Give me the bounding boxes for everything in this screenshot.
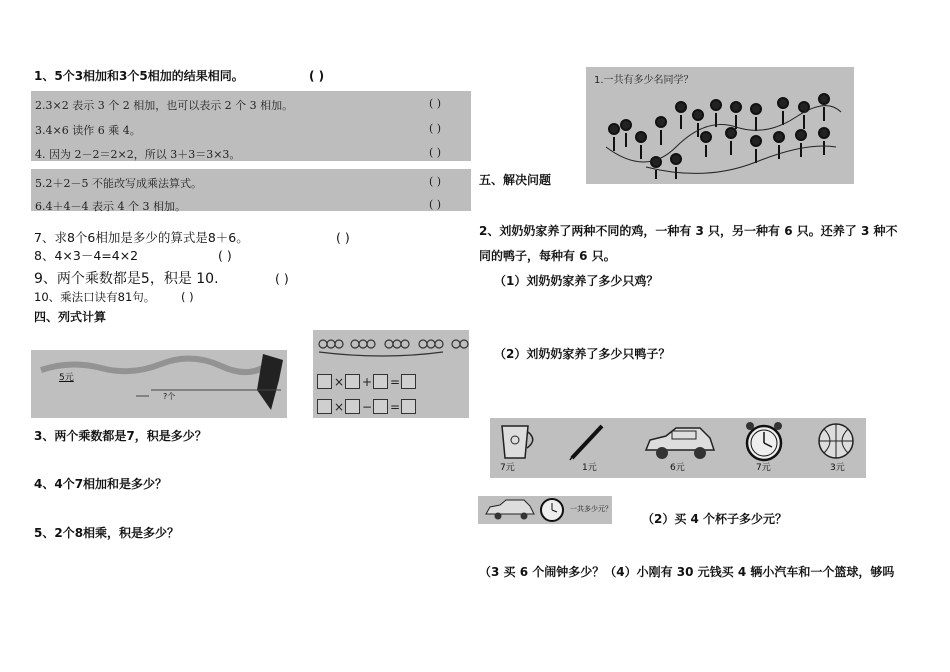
- blank-box-5: [317, 399, 332, 414]
- cakes-icon: [313, 330, 469, 360]
- blank-box-8: [401, 399, 416, 414]
- s5-q2-line1: 2、刘奶奶家养了两种不同的鸡，一种有 3 只，另一种有 6 只。还养了 3 种不: [479, 224, 898, 238]
- blank-box-6: [345, 399, 360, 414]
- minus-sign: −: [362, 400, 373, 414]
- q8-paren: ( ): [218, 248, 232, 263]
- children-rope-icon: [586, 67, 854, 184]
- pen-icon: [568, 422, 608, 462]
- car-price: 6元: [670, 463, 685, 473]
- judge-line-6: 6.4＋4－4 表示 4 个 3 相加。: [35, 200, 186, 213]
- s5-q2-sub2: （2）刘奶奶家养了多少只鸭子？: [494, 347, 671, 361]
- judge-line-4: 4. 因为 2－2＝2×2，所以 3＋3＝3×3。: [35, 148, 241, 161]
- blank-box-7: [373, 399, 388, 414]
- judge-paren-3: ( ): [429, 122, 442, 135]
- cup-price: 7元: [500, 463, 515, 473]
- cakes-equation-image: [313, 330, 469, 418]
- s5-q2-sub1: （1）刘奶奶家养了多少只鸡？: [494, 274, 659, 288]
- small-img-question: 一共多少元？: [570, 505, 612, 513]
- alarm-clock-icon: [742, 420, 786, 464]
- blank-box-4: [401, 374, 416, 389]
- s5-sub2: （2）买 4 个杯子多少元？: [642, 512, 788, 526]
- section5-title: 五、解决问题: [479, 173, 552, 187]
- judge-paren-4: ( ): [429, 146, 442, 159]
- cup-icon: [498, 422, 538, 462]
- car-icon: [642, 426, 718, 462]
- q8-text: 8、4×3－4=4×2: [34, 248, 139, 263]
- q9-text: 9、两个乘数都是5，积是 10.: [34, 271, 219, 287]
- car-clock-total-image: [478, 496, 612, 524]
- blank-box-2: [345, 374, 360, 389]
- scanned-judge-block-2: [31, 169, 471, 211]
- students-question: 1.一共有多少名同学？: [594, 75, 694, 86]
- equals-sign-2: =: [390, 400, 401, 414]
- fruit-price-label: 5元: [59, 373, 74, 383]
- judge-line-2: 2.3×2 表示 3 个 2 相加，也可以表示 2 个 3 相加。: [35, 99, 294, 112]
- judge-paren-5: ( ): [429, 175, 442, 188]
- judge-paren-2: ( ): [429, 97, 442, 110]
- basketball-icon: [816, 421, 856, 461]
- judge-line-5: 5.2＋2－5 不能改写成乘法算式。: [35, 177, 202, 190]
- q10-text: 10、乘法口诀有81句。: [34, 290, 156, 304]
- plus-sign: +: [362, 375, 373, 389]
- section4-title: 四、列式计算: [34, 310, 107, 324]
- judge-paren-6: ( ): [429, 198, 442, 211]
- small-car-icon: [484, 498, 542, 522]
- s4-q3: 3、两个乘数都是7，积是多少？: [34, 429, 207, 443]
- q7-text: 7、求8个6相加是多少的算式是8＋6。: [34, 230, 249, 245]
- s4-q4: 4、4个7相加和是多少？: [34, 477, 168, 491]
- blank-box-1: [317, 374, 332, 389]
- s5-bottom: （3 买 6 个闹钟多少？（4）小刚有 30 元钱买 4 辆小汽车和一个篮球，够吗: [479, 565, 895, 579]
- fruit-count-label: ?个: [163, 392, 176, 401]
- s5-q2-line2: 同的鸭子，每种有 6 只。: [479, 249, 616, 263]
- s4-q5: 5、2个8相乘，积是多少？: [34, 526, 180, 540]
- scanned-judge-block-1: [31, 91, 471, 161]
- times-sign-1: ×: [334, 375, 345, 389]
- clock-price: 7元: [756, 463, 771, 473]
- pen-price: 1元: [582, 463, 597, 473]
- q1-text: 1、5个3相加和3个5相加的结果相同。: [34, 69, 244, 83]
- ball-price: 3元: [830, 463, 845, 473]
- q10-paren: ( ): [181, 290, 194, 304]
- times-sign-2: ×: [334, 400, 345, 414]
- price-items-image: [490, 418, 866, 478]
- q7-paren: ( ): [336, 230, 350, 245]
- fruit-price-image: [31, 350, 287, 418]
- students-image: [586, 67, 854, 184]
- judge-line-3: 3.4×6 读作 6 乘 4。: [35, 124, 141, 137]
- blank-box-3: [373, 374, 388, 389]
- fruit-sketch-icon: [31, 350, 287, 418]
- small-clock-icon: [538, 496, 566, 524]
- q9-paren: ( ): [275, 271, 289, 286]
- equals-sign-1: =: [390, 375, 401, 389]
- q1-paren: ( ): [309, 69, 325, 83]
